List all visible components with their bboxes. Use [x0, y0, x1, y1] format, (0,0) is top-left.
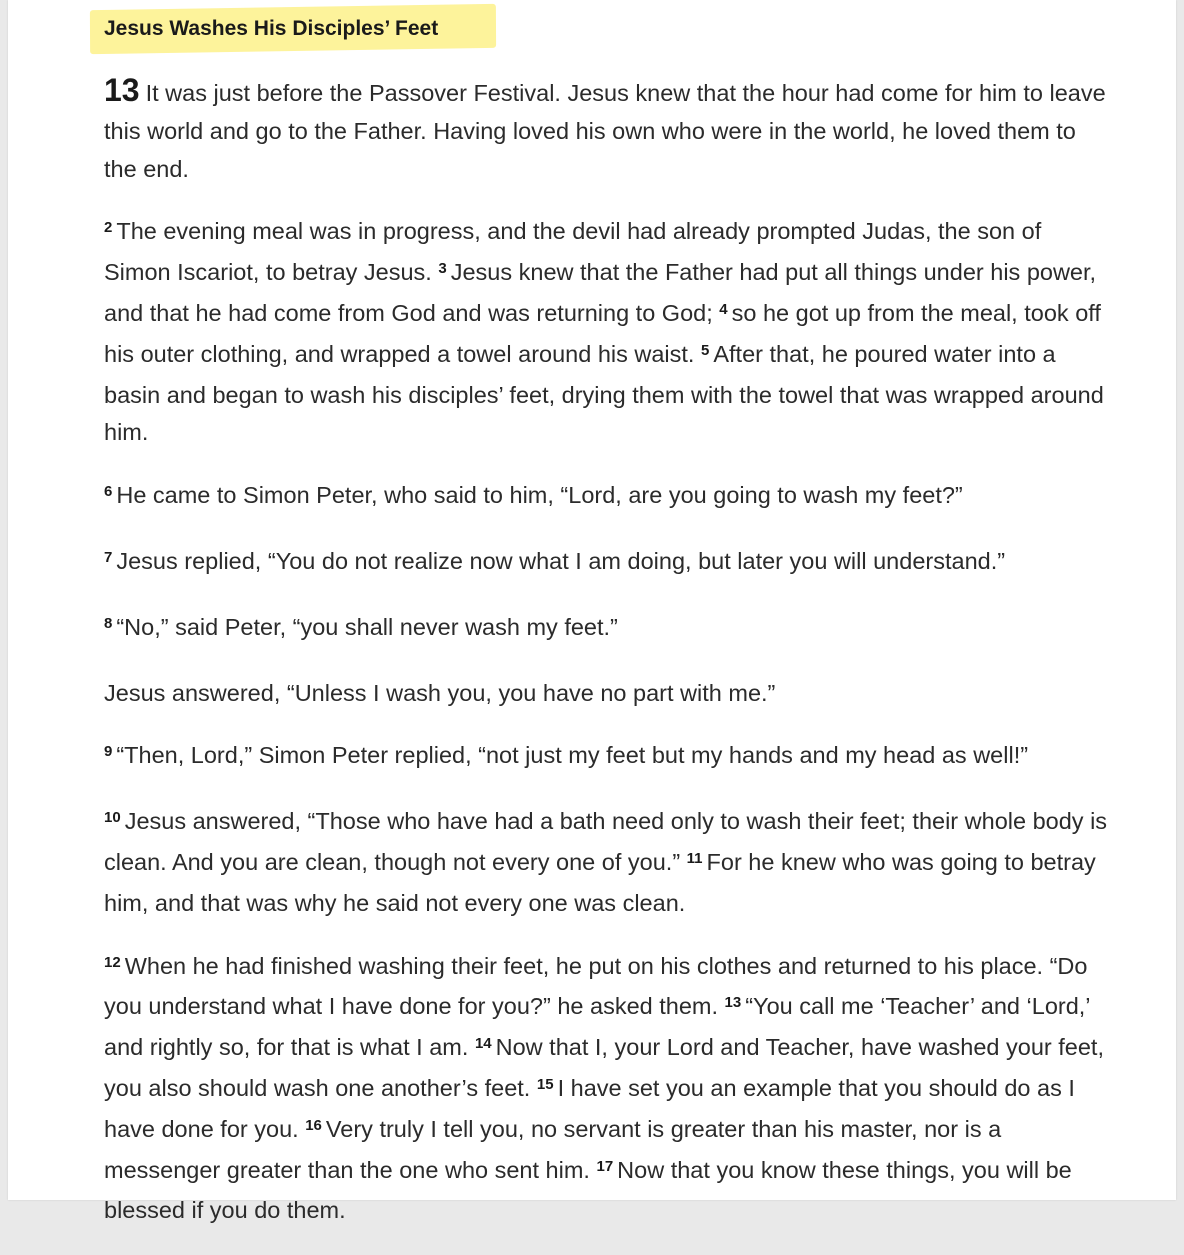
verse-number: 2 — [104, 219, 113, 237]
chapter-number: 13 — [104, 72, 140, 108]
verse-text: I have set you an example that you should do as I have done for you. — [104, 1074, 1075, 1142]
verse-number: 4 — [719, 300, 728, 318]
verse-text: Jesus replied, “You do not realize now what I am doing, but later you will understand.” — [116, 547, 1006, 574]
verse-text: For he knew who was going to betray him, and that was why he said not every one was clean. — [104, 848, 1096, 916]
verse-text: Now that you know these things, you will be blessed if you do them. — [104, 1156, 1072, 1224]
verse-text: “Then, Lord,” Simon Peter replied, “not just my feet but my hands and my head as well!” — [116, 742, 1029, 769]
verse-number: 11 — [686, 849, 703, 867]
verse-number: 15 — [536, 1075, 554, 1093]
page — [8, 0, 1176, 1224]
passage-paragraph — [104, 477, 1114, 518]
verse-text: Jesus answered, “Unless I wash you, you have no part with me.” — [104, 679, 776, 706]
verse-text: Jesus knew that the Father had put all things under his power, and that he had come from God and was returning to God; — [104, 259, 1097, 326]
verse-number: 14 — [474, 1035, 492, 1053]
verse-text: He came to Simon Peter, who said to him, “Lord, are you going to wash my feet?” — [116, 482, 963, 509]
passage-paragraph — [104, 948, 1114, 1231]
verse-number: 7 — [104, 548, 113, 566]
verse-number: 3 — [438, 260, 447, 278]
section-heading: Jesus Washes His Disciples’ Feet — [104, 17, 439, 40]
verse-number: 10 — [104, 809, 121, 827]
verse-number: 6 — [104, 483, 113, 501]
verse-text: “No,” said Peter, “you shall never wash my feet.” — [116, 613, 618, 640]
verse-number: 5 — [701, 341, 710, 359]
section-heading-block — [104, 0, 1114, 62]
verse-text: Very truly I tell you, no servant is greater than his master, nor is a messenger greater than the one who sent him. — [104, 1115, 1002, 1183]
passage-paragraphs — [104, 72, 1114, 1230]
passage-paragraph — [104, 543, 1114, 584]
verse-number: 16 — [305, 1116, 322, 1134]
verse-text: The evening meal was in progress, and the devil had already prompted Judas, the son of Simon Iscariot, to betray Jesus. — [104, 218, 1042, 286]
passage-paragraph — [104, 609, 1114, 650]
verse-text: After that, he poured water into a basin and began to wash his disciples’ feet, drying them with the towel that was wrapped around him. — [104, 340, 1104, 446]
verse-text: When he had finished washing their feet, he put on his clothes and returned to his place. “Do you understand what I have done for you?” he asked them. — [104, 952, 1088, 1020]
verse-number: 13 — [724, 994, 742, 1012]
passage-paragraph — [104, 737, 1114, 778]
verse-text: “You call me ‘Teacher’ and ‘Lord,’ and rightly so, for that is what I am. — [104, 993, 1090, 1061]
passage-paragraph — [104, 803, 1114, 922]
verse-number: 8 — [104, 614, 113, 632]
verse-number: 9 — [104, 743, 113, 761]
verse-text: Jesus answered, “Those who have had a bath need only to wash their feet; their whole body is clean. And you are clean, though not every one of you.” — [104, 808, 1108, 875]
passage-paragraph — [104, 213, 1114, 452]
verse-number: 12 — [104, 953, 121, 971]
passage-paragraph — [104, 72, 1114, 188]
verse-text: It was just before the Passover Festival. Jesus knew that the hour had come for him to leave this world and go to the Father. Having loved his own who were in the world, he loved them to the end. — [104, 80, 1106, 182]
verse-text: Now that I, your Lord and Teacher, have washed your feet, you also should wash one another’s feet. — [104, 1034, 1104, 1101]
verse-text: so he got up from the meal, took off his outer clothing, and wrapped a towel around his waist. — [104, 299, 1101, 367]
passage-content — [104, 0, 1114, 1255]
verse-number: 17 — [596, 1157, 614, 1175]
passage-paragraph — [104, 675, 1114, 713]
